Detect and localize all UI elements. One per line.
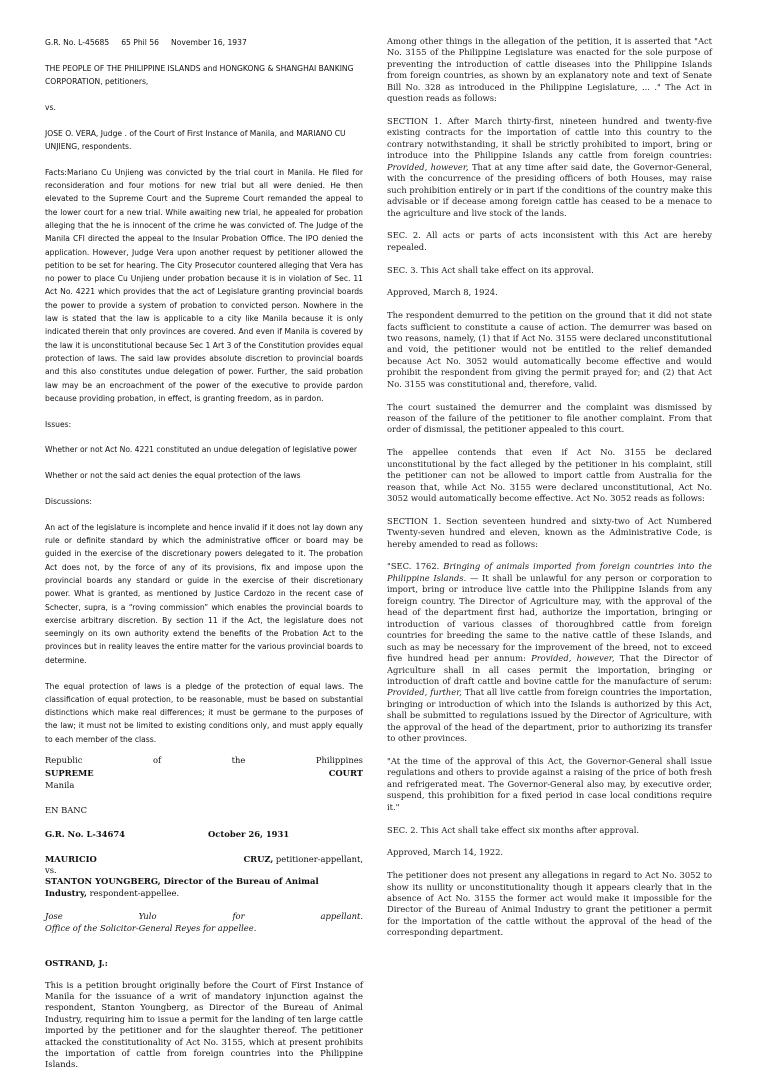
counsel-word: Yulo <box>138 910 157 921</box>
approval-date-2: Approved, March 14, 1922. <box>387 847 504 858</box>
facts-paragraph: Facts:Mariano Cu Unjieng was convicted by the trial court in Manila. He filed for reconsideration and four motions for new trial but all were denied. He then elevated to the Supreme Court and the Supreme Court remanded the appeal to the lower court for a new trial. While awaiting new trial, he appealed for probation alleging that the he is innocent of the crime he was convicted of. The Judge of the Manila CFI directed the appeal to the Insular Probation Office. The IPO denied the application. However, Judge Vera upon another request by petitioner allowed the petition to be set for hearing. The City Prosecutor countered alleging that Vera has no power to place Cu Unjieng under probation because it is in violation of Sec. 11 Act No. 4221 which provides that the act of Legislature granting provincial boards the power to provide a system of probation to convicted person. Nowhere in the law is stated that the law is applicable to a city like Manila because it is only indicated therein that only provinces are covered. And even if Manila is covered by the law it is unconstitutional because Sec 1 Art 3 of the Constitution provides equal protection of laws. The said law provides absolute discretion to provincial boards and this also constitutes undue delegation of power. Further, the said probation law may be an encroachment of the power of the executive to provide pardon because providing probation, in effect, is granting freedom, as in pardon. <box>45 167 363 403</box>
quote-text: That the Director of Agriculture shall in all cases permit the importation, bringing or introduction of draft cattle and bovine cattle for the manufacture of serum: <box>387 653 712 686</box>
counsel-word: Jose <box>45 910 63 921</box>
demurrer-paragraph: The respondent demurred to the petition on the ground that it did not state facts sufficient to constitute a cause of action. The demurrer was based on two reasons, namely, (1) that if Act No. 3155 were declared unconstitutional and void, the petitioner would not be entitled to the relief demanded because Act No. 3052 would automatically become effective and would prohibit the respondent from giving the permit prayed for; and (2) that Act No. 3155 was constitutional and, therefore, valid. <box>387 310 712 389</box>
ponente: OSTRAND, J.: <box>45 958 108 968</box>
counsel-line-1 <box>45 910 363 923</box>
republic-line <box>45 754 363 767</box>
approval-date-1: Approved, March 8, 1924. <box>387 287 498 298</box>
case-number-line <box>45 828 363 841</box>
discussions-label: Discussions: <box>45 497 92 507</box>
counsel-word: for <box>232 910 245 921</box>
appellee-role: respondent-appellee. <box>86 888 180 899</box>
sustained-paragraph: The court sustained the demurrer and the complaint was dismissed by reason of the failure of the petitioner to file another complaint. From that order of dismissal, the petitioner appealed to this court. <box>387 401 712 435</box>
proviso: Provided, however, <box>387 161 469 172</box>
left-column <box>45 36 363 1070</box>
appellee-name: STANTON YOUNGBERG, Director of the Bureau of Animal Industry, <box>45 875 319 899</box>
issue-2: Whether or not the said act denies the equal protection of the laws <box>45 471 301 481</box>
issues-label: Issues: <box>45 419 72 429</box>
opinion-intro: This is a petition brought originally before the Court of First Instance of Manila for the issuance of a writ of mandatory injunction against the respondent, Stanton Youngberg, as Director of the Bureau of Animal Industry, requiring him to issue a permit for the landing of ten large cattle imported by the petitioner and for the slaughter thereof. The petitioner attacked the constitutionality of Act No. 3155, which at present prohibits the importation of cattle from foreign countries into the Philippine Islands. <box>45 979 363 1070</box>
quote-text: "SEC. 1762. <box>387 561 444 572</box>
section-text: That at any time after said date, the Governor-General, with the concurrence of the presiding officers of both Houses, may raise such prohibition entirely or in part if the conditions of the country make this advisable or if decease among foreign cattle has ceased to be a menace to the agriculture and live stock of the lands. <box>387 161 712 218</box>
en-banc: EN BANC <box>45 804 88 815</box>
counsel-word: appellant. <box>320 910 363 921</box>
republic-word: Republic <box>45 755 83 766</box>
section-1762-quote <box>387 561 712 744</box>
closing-paragraph: The petitioner does not present any allegations in regard to Act No. 3052 to show its nullity or unconstitutionality though it appears clearly that in the absence of Act No. 3155 the former act would make it impossible for the Director of the Bureau of Animal Industry to grant the petitioner a permit for the importation of the cattle without the approval of the head of the corresponding department. <box>387 870 712 938</box>
act-3155-section-1 <box>387 116 712 219</box>
republic-word: Philippines <box>315 755 363 766</box>
case-number: G.R. No. L-34674 <box>45 829 125 840</box>
court-word: COURT <box>328 767 363 778</box>
act-3155-section-2: SEC. 2. All acts or parts of acts inconsistent with this Act are hereby repealed. <box>387 230 712 252</box>
case-date: October 26, 1931 <box>208 829 290 840</box>
supreme-word: SUPREME <box>45 767 94 778</box>
supreme-court-line <box>45 767 363 780</box>
counsel-line-2: Office of the Solicitor-General Reyes for appellee. <box>45 923 257 934</box>
governor-general-quote: "At the time of the approval of this Act, the Governor-General shall issue regulations and others to provide against a raising of the price of both fresh and refrigerated meat. The Governor-General also may, by executive order, suspend, this prohibition for a fixed period in case local conditions require it." <box>387 755 712 812</box>
allegation-paragraph: Among other things in the allegation of the petition, it is asserted that "Act No. 3155 of the Philippine Legislature was enacted for the sole purpose of preventing the introduction of cattle diseases into the Philippine Islands from foreign countries, as shown by an explanatory note and text of Senate Bill No. 328 as introduced in the Philippine Legislature, ... ." The Act in question reads as follows: <box>387 36 712 104</box>
appellant-last-name: CRUZ, <box>243 854 274 865</box>
court-heading <box>45 754 363 1071</box>
act-3155-section-3: SEC. 3. This Act shall take effect on its approval. <box>387 264 594 275</box>
case-header: G.R. No. L-45685 65 Phil 56 November 16, 1937 <box>45 38 247 47</box>
versus-2: vs. <box>45 864 57 875</box>
appellee-contention: The appellee contends that even if Act No. 3155 be declared unconstitutional by the fact alleged by the petitioner in his complaint, still the petitioner can not be allowed to import cattle from Australia for the reason that, while Act No. 3155 were declared unconstitutional, Act No. 3052 would automatically become effective. Act No. 3052 reads as follows: <box>387 447 712 504</box>
quote-text: — It shall be unlawful for any person or corporation to import, bring or introduce live cattle into the Philippine Islands from any foreign country. The Director of Agriculture may, with the approval of the head of the department first had, authorize the importation, bringing or introduction of various classes of thoroughbred cattle from foreign countries for breeding the same to the native cattle of these Islands, and such as may be necessary for the improvement of the breed, not to exceed five hundred head per annum: <box>387 572 712 664</box>
issue-1: Whether or not Act No. 4221 constituted an undue delegation of legislative power <box>45 445 357 455</box>
republic-word: of <box>152 755 162 766</box>
proviso: Provided, however, <box>531 653 615 664</box>
act-3052-section-1: SECTION 1. Section seventeen hundred and sixty-two of Act Numbered Twenty-seven hundred and eleven, known as the Administrative Code, is hereby amended to read as follows: <box>387 515 712 549</box>
section-title: Bringing of animals imported from foreign countries into the Philippine Islands. <box>387 561 712 583</box>
section-text: SECTION 1. After March thirty-first, nineteen hundred and twenty-five existing contracts for the importation of cattle into this country to the contrary notwithstanding, it shall be strictly prohibited to import, bring or introduce into the Philippine Islands any cattle from foreign countries: <box>387 116 712 161</box>
appellant-line <box>45 853 363 866</box>
act-3052-section-2: SEC. 2. This Act shall take effect six months after approval. <box>387 824 640 835</box>
appellee-line <box>45 875 363 900</box>
appellant-first-name: MAURICIO <box>45 854 97 865</box>
appellant-role: petitioner-appellant, <box>273 854 363 865</box>
discussion-2: The equal protection of laws is a pledge of the protection of equal laws. The classification of equal protection, to be reasonable, must be based on substantial distinctions which make real differences; it must be germane to the purposes of the law; it must not be limited to existing conditions only, and must apply equally to each member of the class. <box>45 681 363 744</box>
quote-text: That all live cattle from foreign countries the importation, bringing or introduction of which into the Islands is authorized by this Act, shall be submitted to regulations issued by the Director of Agriculture, with the approval of the head of the department, prior to authorizing its transfer to other provinces. <box>387 687 712 744</box>
republic-word: the <box>231 755 246 766</box>
right-column <box>387 36 712 1024</box>
manila-line: Manila <box>45 780 75 791</box>
respondents: JOSE O. VERA, Judge . of the Court of First Instance of Manila, and MARIANO CU UNJIENG, respondents. <box>45 128 346 151</box>
versus: vs. <box>45 102 56 112</box>
proviso: Provided, further, <box>387 687 462 698</box>
discussion-1: An act of the legislature is incomplete and hence invalid if it does not lay down any rule or definite standard by which the administrative officer or board may be guided in the exercise of the discretionary powers delegated to it. The probation Act does not, by the force of any of its provisions, fix and impose upon the provincial boards any standard or guide in the exercise of their discretionary power. What is granted, as mentioned by Justice Cardozo in the recent case of Schecter, supra, is a “roving commission” which enables the provincial boards to exercise arbitrary discretion. By section 11 if the Act, the legislature does not seemingly on its own authority extend the benefits of the Probation Act to the provinces but in reality leaves the entire matter for the various provincial boards to determine. <box>45 522 363 665</box>
petitioners: THE PEOPLE OF THE PHILIPPINE ISLANDS and HONGKONG & SHANGHAI BANKING CORPORATION, petitioners, <box>45 63 354 87</box>
